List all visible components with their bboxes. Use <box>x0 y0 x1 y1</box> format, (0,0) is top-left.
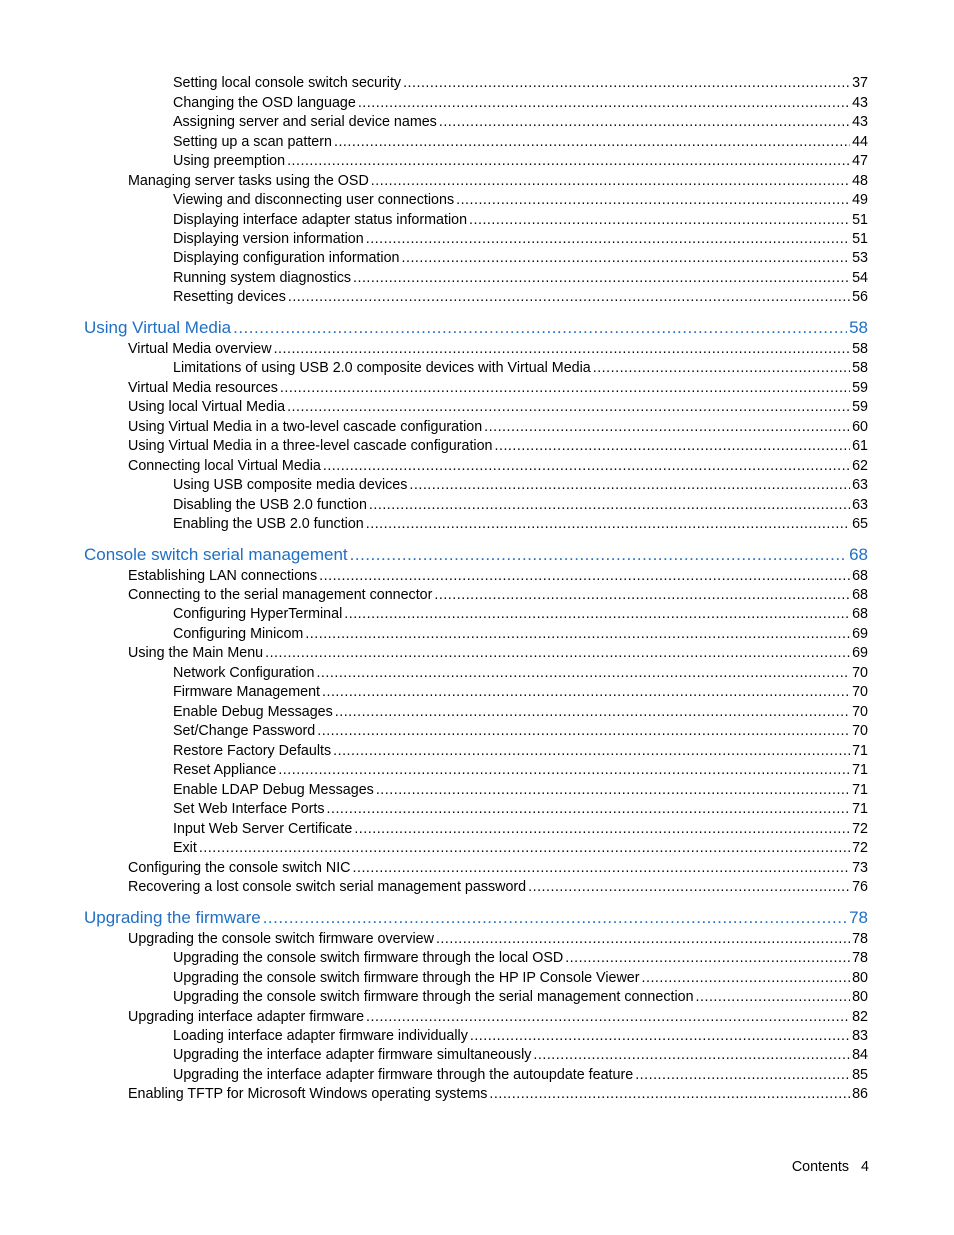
toc-dot-leader <box>354 821 850 837</box>
toc-entry[interactable] <box>128 380 868 396</box>
toc-entry-page[interactable]: 83 <box>852 1028 868 1044</box>
toc-entry-page[interactable]: 80 <box>852 970 868 986</box>
toc-entry[interactable] <box>173 192 868 208</box>
toc-entry-title[interactable]: Virtual Media overview <box>128 341 272 357</box>
toc-entry[interactable] <box>128 1009 868 1025</box>
toc-entry-title[interactable]: Upgrading the console switch firmware overview <box>128 931 434 947</box>
toc-entry-page[interactable]: 71 <box>852 743 868 759</box>
toc-dot-leader <box>489 1086 850 1102</box>
toc-dot-leader <box>403 75 850 91</box>
toc-entry-title[interactable]: Upgrading the console switch firmware through the serial management connection <box>173 989 694 1005</box>
toc-dot-leader <box>366 1009 850 1025</box>
toc-entry-title[interactable]: Upgrading the console switch firmware through the HP IP Console Viewer <box>173 970 640 986</box>
toc-entry-title[interactable]: Using Virtual Media in a three-level cascade configuration <box>128 438 493 454</box>
toc-entry[interactable] <box>173 950 868 966</box>
toc-entry-title[interactable]: Viewing and disconnecting user connections <box>173 192 455 208</box>
toc-entry-page[interactable]: 43 <box>852 114 868 130</box>
toc-entry[interactable] <box>173 665 868 681</box>
toc-entry-page[interactable]: 70 <box>852 665 868 681</box>
toc-entry-page[interactable]: 49 <box>852 192 868 208</box>
toc-entry-page[interactable]: 62 <box>852 458 868 474</box>
toc-entry-title[interactable]: Using Virtual Media in a two-level cascade configuration <box>128 419 483 435</box>
toc-entry[interactable] <box>128 879 868 895</box>
toc-dot-leader <box>358 95 850 111</box>
toc-entry[interactable] <box>173 743 868 759</box>
toc-chapter-entry[interactable] <box>84 908 868 928</box>
toc-dot-leader <box>287 399 850 415</box>
toc-dot-leader <box>317 723 850 739</box>
toc-entry-page[interactable]: 70 <box>852 704 868 720</box>
toc-entry-title[interactable]: Displaying configuration information <box>173 250 400 266</box>
toc-entry-title[interactable]: Resetting devices <box>173 289 286 305</box>
toc-entry-title[interactable]: Enabling the USB 2.0 function <box>173 516 364 532</box>
toc-entry-title[interactable]: Console switch serial management <box>84 545 348 564</box>
toc-entry-title[interactable]: Enabling TFTP for Microsoft Windows operating systems <box>128 1086 488 1102</box>
toc-dot-leader <box>278 762 850 778</box>
toc-dot-leader <box>233 318 847 338</box>
toc-entry-page[interactable]: 37 <box>852 75 868 91</box>
toc-entry[interactable] <box>128 931 868 947</box>
toc-entry-page[interactable]: 54 <box>852 270 868 286</box>
toc-entry-page[interactable]: 59 <box>852 380 868 396</box>
toc-entry-page[interactable]: 68 <box>849 545 868 564</box>
toc-entry-page[interactable]: 78 <box>852 931 868 947</box>
toc-entry[interactable] <box>128 399 868 415</box>
toc-entry-page[interactable]: 68 <box>852 587 868 603</box>
toc-entry-page[interactable]: 51 <box>852 231 868 247</box>
toc-entry-page[interactable]: 56 <box>852 289 868 305</box>
toc-entry-page[interactable]: 68 <box>852 568 868 584</box>
toc-entry-title[interactable]: Set Web Interface Ports <box>173 801 325 817</box>
toc-entry-title[interactable]: Displaying version information <box>173 231 364 247</box>
toc-dot-leader <box>353 860 851 876</box>
toc-dot-leader <box>436 931 850 947</box>
toc-entry[interactable] <box>128 1086 868 1102</box>
toc-entry-title[interactable]: Setting up a scan pattern <box>173 134 332 150</box>
toc-entry[interactable] <box>128 458 868 474</box>
toc-dot-leader <box>470 1028 850 1044</box>
toc-entry[interactable] <box>173 134 868 150</box>
toc-entry[interactable] <box>128 419 868 435</box>
toc-entry-page[interactable]: 58 <box>852 360 868 376</box>
toc-entry[interactable] <box>173 801 868 817</box>
toc-entry[interactable] <box>173 250 868 266</box>
toc-entry-page[interactable]: 68 <box>852 606 868 622</box>
toc-dot-leader <box>439 114 850 130</box>
toc-entry[interactable] <box>173 840 868 856</box>
toc-dot-leader <box>376 782 850 798</box>
toc-entry[interactable] <box>128 860 868 876</box>
toc-entry[interactable] <box>173 289 868 305</box>
toc-entry-page[interactable]: 58 <box>852 341 868 357</box>
toc-dot-leader <box>333 743 850 759</box>
toc-dot-leader <box>402 250 851 266</box>
toc-entry[interactable] <box>173 114 868 130</box>
toc-entry-page[interactable]: 80 <box>852 989 868 1005</box>
toc-entry[interactable] <box>173 1047 868 1063</box>
toc-entry-title[interactable]: Loading interface adapter firmware individually <box>173 1028 468 1044</box>
toc-entry-title[interactable]: Upgrading the interface adapter firmware simultaneously <box>173 1047 532 1063</box>
toc-entry-title[interactable]: Set/Change Password <box>173 723 316 739</box>
toc-entry[interactable] <box>128 568 868 584</box>
toc-dot-leader <box>366 231 850 247</box>
toc-entry[interactable] <box>173 497 868 513</box>
toc-dot-leader <box>199 840 850 856</box>
toc-entry-page[interactable]: 44 <box>852 134 868 150</box>
toc-dot-leader <box>642 970 851 986</box>
toc-entry[interactable] <box>173 153 868 169</box>
toc-entry[interactable] <box>128 341 868 357</box>
toc-entry-title[interactable]: Upgrading the firmware <box>84 908 261 927</box>
toc-entry-page[interactable]: 73 <box>852 860 868 876</box>
toc-entry-page[interactable]: 86 <box>852 1086 868 1102</box>
toc-dot-leader <box>696 989 851 1005</box>
toc-entry[interactable] <box>128 173 868 189</box>
toc-dot-leader <box>288 289 850 305</box>
toc-entry-title[interactable]: Restore Factory Defaults <box>173 743 332 759</box>
toc-entry-title[interactable]: Upgrading the interface adapter firmware through the autoupdate feature <box>173 1067 634 1083</box>
toc-entry-title[interactable]: Network Configuration <box>173 665 315 681</box>
toc-entry[interactable] <box>173 989 868 1005</box>
toc-dot-leader <box>274 341 851 357</box>
toc-dot-leader <box>456 192 850 208</box>
toc-entry-title[interactable]: Establishing LAN connections <box>128 568 318 584</box>
toc-entry-title[interactable]: Virtual Media resources <box>128 380 278 396</box>
toc-entry-title[interactable]: Input Web Server Certificate <box>173 821 353 837</box>
toc-entry-page[interactable]: 72 <box>852 821 868 837</box>
toc-entry-title[interactable]: Using the Main Menu <box>128 645 264 661</box>
toc-entry-page[interactable]: 61 <box>852 438 868 454</box>
toc-entry-page[interactable]: 53 <box>852 250 868 266</box>
toc-dot-leader <box>316 665 850 681</box>
toc-entry-title[interactable]: Using Virtual Media <box>84 318 232 337</box>
toc-entry[interactable] <box>173 970 868 986</box>
toc-dot-leader <box>593 360 850 376</box>
toc-entry-page[interactable]: 82 <box>852 1009 868 1025</box>
toc-entry-page[interactable]: 47 <box>852 153 868 169</box>
toc-entry-title[interactable]: Enable Debug Messages <box>173 704 333 720</box>
toc-entry-page[interactable]: 58 <box>849 318 868 337</box>
toc-entry-page[interactable]: 51 <box>852 212 868 228</box>
footer-label: Contents <box>791 1159 850 1175</box>
toc-entry[interactable] <box>173 95 868 111</box>
toc-entry-page[interactable]: 70 <box>852 684 868 700</box>
toc-entry-title[interactable]: Disabling the USB 2.0 function <box>173 497 367 513</box>
toc-dot-leader <box>369 497 850 513</box>
toc-entry-title[interactable]: Configuring HyperTerminal <box>173 606 343 622</box>
toc-entry[interactable] <box>173 477 868 493</box>
toc-entry[interactable] <box>173 782 868 798</box>
toc-entry-title[interactable]: Reset Appliance <box>173 762 277 778</box>
toc-entry[interactable] <box>173 606 868 622</box>
toc-entry-title[interactable]: Recovering a lost console switch serial management password <box>128 879 527 895</box>
toc-dot-leader <box>265 645 850 661</box>
toc-dot-leader <box>469 212 850 228</box>
toc-entry-title[interactable]: Upgrading interface adapter firmware <box>128 1009 365 1025</box>
toc-dot-leader <box>287 153 850 169</box>
toc-entry-page[interactable]: 70 <box>852 723 868 739</box>
toc-entry-page[interactable]: 78 <box>852 950 868 966</box>
toc-entry[interactable] <box>128 587 868 603</box>
toc-entry-page[interactable]: 69 <box>852 626 868 642</box>
toc-entry[interactable] <box>173 762 868 778</box>
toc-entry-page[interactable]: 60 <box>852 419 868 435</box>
toc-dot-leader <box>334 134 850 150</box>
toc-entry-title[interactable]: Connecting to the serial management connector <box>128 587 433 603</box>
toc-chapter-entry[interactable] <box>84 545 868 565</box>
toc-entry-page[interactable]: 43 <box>852 95 868 111</box>
toc-entry-page[interactable]: 84 <box>852 1047 868 1063</box>
toc-dot-leader <box>319 568 850 584</box>
toc-entry-title[interactable]: Enable LDAP Debug Messages <box>173 782 374 798</box>
toc-dot-leader <box>344 606 850 622</box>
toc-dot-leader <box>434 587 850 603</box>
toc-dot-leader <box>350 545 847 565</box>
toc-entry-title[interactable]: Configuring Minicom <box>173 626 304 642</box>
toc-entry-title[interactable]: Limitations of using USB 2.0 composite devices with Virtual Media <box>173 360 591 376</box>
toc-entry-title[interactable]: Displaying interface adapter status information <box>173 212 468 228</box>
toc-entry-title[interactable]: Managing server tasks using the OSD <box>128 173 369 189</box>
toc-entry[interactable] <box>173 1028 868 1044</box>
toc-dot-leader <box>371 173 850 189</box>
toc-dot-leader <box>533 1047 850 1063</box>
toc-dot-leader <box>327 801 851 817</box>
toc-entry-page[interactable]: 48 <box>852 173 868 189</box>
toc-dot-leader <box>495 438 851 454</box>
toc-entry[interactable] <box>173 270 868 286</box>
toc-dot-leader <box>635 1067 850 1083</box>
toc-dot-leader <box>409 477 850 493</box>
toc-dot-leader <box>263 908 847 928</box>
toc-dot-leader <box>323 458 850 474</box>
toc-entry[interactable] <box>173 704 868 720</box>
toc-dot-leader <box>280 380 850 396</box>
toc-entry[interactable] <box>173 821 868 837</box>
toc-entry-page[interactable]: 72 <box>852 840 868 856</box>
toc-entry-title[interactable]: Assigning server and serial device names <box>173 114 437 130</box>
toc-dot-leader <box>484 419 850 435</box>
toc-entry[interactable] <box>173 212 868 228</box>
toc-entry[interactable] <box>173 1067 868 1083</box>
toc-entry-page[interactable]: 78 <box>849 908 868 927</box>
toc-entry-title[interactable]: Upgrading the console switch firmware through the local OSD <box>173 950 564 966</box>
toc-entry[interactable] <box>173 684 868 700</box>
toc-entry-title[interactable]: Setting local console switch security <box>173 75 402 91</box>
toc-dot-leader <box>322 684 850 700</box>
toc-entry[interactable] <box>173 75 868 91</box>
toc-entry[interactable] <box>173 360 868 376</box>
toc-entry-page[interactable]: 71 <box>852 762 868 778</box>
toc-entry-page[interactable]: 63 <box>852 477 868 493</box>
toc-entry[interactable] <box>173 231 868 247</box>
toc-entry-page[interactable]: 85 <box>852 1067 868 1083</box>
toc-entry[interactable] <box>173 723 868 739</box>
toc-dot-leader <box>353 270 850 286</box>
toc-entry-title[interactable]: Using local Virtual Media <box>128 399 286 415</box>
toc-entry-title[interactable]: Configuring the console switch NIC <box>128 860 351 876</box>
toc-entry-page[interactable]: 69 <box>852 645 868 661</box>
toc-chapter-entry[interactable] <box>84 318 868 338</box>
toc-entry[interactable] <box>173 516 868 532</box>
toc-entry-page[interactable]: 65 <box>852 516 868 532</box>
toc-entry-title[interactable]: Using USB composite media devices <box>173 477 408 493</box>
toc-entry-title[interactable]: Changing the OSD language <box>173 95 356 111</box>
toc-dot-leader <box>565 950 850 966</box>
toc-entry-page[interactable]: 63 <box>852 497 868 513</box>
toc-entry-page[interactable]: 71 <box>852 782 868 798</box>
toc-dot-leader <box>366 516 850 532</box>
toc-entry[interactable] <box>173 626 868 642</box>
toc-entry-title[interactable]: Exit <box>173 840 197 856</box>
page-footer <box>700 1159 869 1175</box>
toc-entry-title[interactable]: Firmware Management <box>173 684 320 700</box>
toc-dot-leader <box>335 704 850 720</box>
toc-entry-title[interactable]: Connecting local Virtual Media <box>128 458 321 474</box>
toc-dot-leader <box>528 879 850 895</box>
footer-page-number: 4 <box>861 1159 869 1175</box>
toc-dot-leader <box>305 626 850 642</box>
toc-entry-page[interactable]: 71 <box>852 801 868 817</box>
toc-entry-title[interactable]: Running system diagnostics <box>173 270 352 286</box>
toc-entry[interactable] <box>128 645 868 661</box>
toc-entry[interactable] <box>128 438 868 454</box>
toc-entry-title[interactable]: Using preemption <box>173 153 286 169</box>
toc-entry-page[interactable]: 59 <box>852 399 868 415</box>
toc-entry-page[interactable]: 76 <box>852 879 868 895</box>
